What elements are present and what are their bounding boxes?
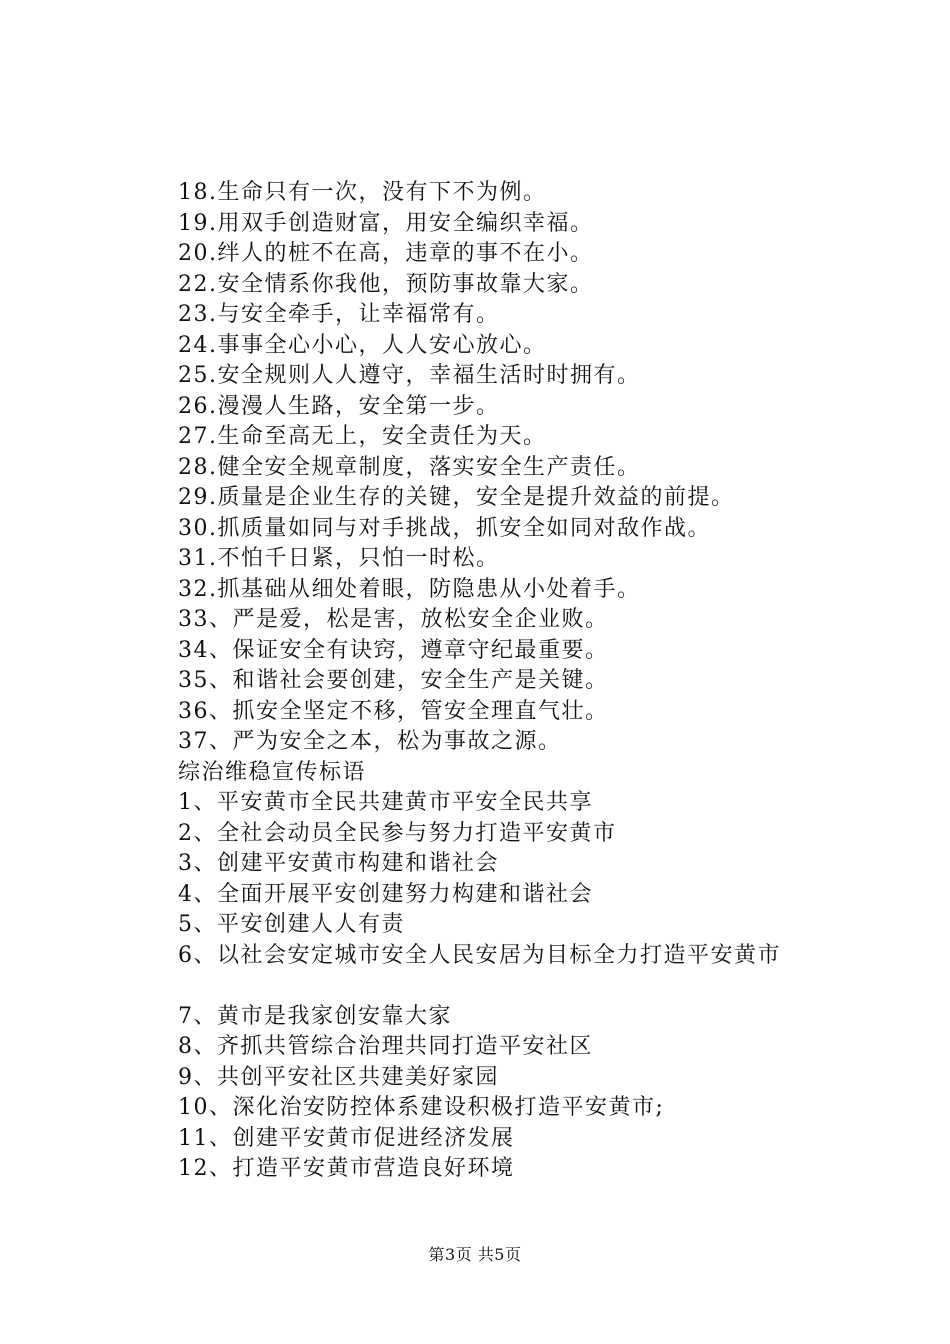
- slogan-line: 27.生命至高无上，安全责任为天。: [178, 424, 547, 449]
- slogan-line: 1、平安黄市全民共建黄市平安全民共享: [178, 790, 593, 815]
- slogan-line: 4、全面开展平安创建努力构建和谐社会: [178, 881, 593, 907]
- slogan-line: 34、保证安全有诀窍，遵章守纪最重要。: [178, 637, 609, 663]
- slogan-line: 7、黄市是我家创安靠大家: [178, 1003, 452, 1029]
- document-body: [178, 178, 838, 1185]
- slogan-line: 8、齐抓共管综合治理共同打造平安社区: [178, 1034, 593, 1059]
- slogan-line: 26.漫漫人生路，安全第一步。: [178, 393, 500, 419]
- slogan-line: 18.生命只有一次，没有下不为例。: [178, 180, 547, 205]
- slogan-line: 28.健全安全规章制度，落实安全生产责任。: [178, 454, 641, 480]
- blank-line: [178, 971, 838, 1002]
- slogan-line: 6、以社会安定城市安全人民安居为目标全力打造平安黄市: [178, 942, 781, 968]
- slogan-line: 23.与安全牵手，让幸福常有。: [178, 302, 500, 327]
- page-number-footer: 第3页 共5页: [428, 1245, 522, 1264]
- slogan-line: 25.安全规则人人遵守，幸福生活时时拥有。: [178, 363, 641, 388]
- slogan-line: 11、创建平安黄市促进经济发展: [178, 1125, 515, 1151]
- slogan-line: 19.用双手创造财富，用安全编织幸福。: [178, 210, 594, 236]
- slogan-line: 2、全社会动员全民参与努力打造平安黄市: [178, 820, 617, 846]
- slogan-line: 29.质量是企业生存的关键，安全是提升效益的前提。: [178, 485, 735, 510]
- slogan-line: 31.不怕千日紧，只怕一时松。: [178, 546, 500, 571]
- slogan-line: 35、和谐社会要创建，安全生产是关键。: [178, 668, 609, 693]
- section-heading: 综治维稳宣传标语: [178, 759, 367, 785]
- slogan-line: 36、抓安全坚定不移，管安全理直气壮。: [178, 698, 609, 724]
- slogan-line: 10、深化治安防控体系建设积极打造平安黄市;: [178, 1095, 665, 1120]
- slogan-line: 9、共创平安社区共建美好家园: [178, 1064, 499, 1090]
- slogan-line: 33、严是爱，松是害，放松安全企业败。: [178, 607, 609, 632]
- slogan-line: 12、打造平安黄市营造良好环境: [178, 1156, 515, 1181]
- slogan-line: 32.抓基础从细处着眼，防隐患从小处着手。: [178, 576, 641, 602]
- slogan-line: 37、严为安全之本，松为事故之源。: [178, 729, 562, 754]
- slogan-line: 5、平安创建人人有责: [178, 912, 405, 937]
- slogan-line: 3、创建平安黄市构建和谐社会: [178, 851, 499, 876]
- slogan-line: 20.绊人的桩不在高，违章的事不在小。: [178, 241, 594, 266]
- slogan-line: 24.事事全心小心，人人安心放心。: [178, 332, 547, 358]
- slogan-line: 22.安全情系你我他，预防事故靠大家。: [178, 271, 594, 297]
- slogan-line: 30.抓质量如同与对手挑战，抓安全如同对敌作战。: [178, 515, 711, 541]
